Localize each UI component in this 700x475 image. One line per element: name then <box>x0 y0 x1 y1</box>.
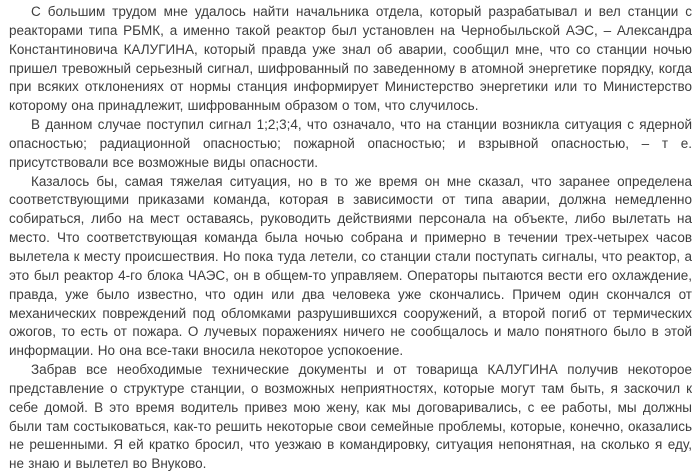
paragraph-4: Забрав все необходимые технические документы и от товарища КАЛУГИНА получив некоторое представление о структуре станции, о возможных неприятностях, которые могут там быть, я заскочил к себе домой. В это время водитель привез мою жену, как мы договаривались, с ее работы, мы должны были там состыковаться, как-то решить некоторые свои семейные проблемы, которые, конечно, оказались не решенными. Я ей кратко бросил, что уезжаю в командировку, ситуация непонятная, на сколько я еду, не знаю и вылетел во Внуково. <box>9 362 692 472</box>
paragraph-3: Казалось бы, самая тяжелая ситуация, но в то же время он мне сказал, что заранее определена соответствующими приказами команда, которая в зависимости от типа аварии, должна немедленно собираться, либо на мест оставаясь, руководить действиями персонала на объекте, либо вылетать на место. Что соответствующая команда была ночью собрана и примерно в течении трех-четырех часов вылетела к месту происшествия. Но пока туда летели, со станции стали поступать сигналы, что реактор, а это был реактор 4-го блока ЧАЭС, он в общем-то управляем. Операторы пытаются вести его охлаждение, правда, уже было известно, что один или два человека уже скончались. Причем один скончался от механических повреждений под обломками разрушившихся сооружений, а второй погиб от термических ожогов, то есть от пожара. О лучевых поражениях ничего не сообщалось и мало понятного было в этой информации. Но она все-таки вносила некоторое успокоение. <box>9 173 692 359</box>
paragraph-2: В данном случае поступил сигнал 1;2;3;4, что означало, что на станции возникла ситуация с ядерной опасностью; радиационной опасностью; пожарной опасностью; и взрывной опасностью, – т е. присутствовали все возможные виды опасности. <box>9 117 692 170</box>
document-text <box>9 3 692 474</box>
paragraph-1: С большим трудом мне удалось найти начальника отдела, который разрабатывал и вел станции с реакторами типа РБМК, а именно такой реактор был установлен на Чернобыльской АЭС, – Александра Константиновича КАЛУГИНА, который правда уже знал об аварии, сообщил мне, что со станции ночью пришел тревожный серьезный сигнал, шифрованный по заведенному в атомной энергетике порядку, когда при всяких отклонениях от нормы станция информирует Министерство энергетики или то Министерство которому она принадлежит, шифрованным образом о том, что случилось. <box>9 4 692 114</box>
